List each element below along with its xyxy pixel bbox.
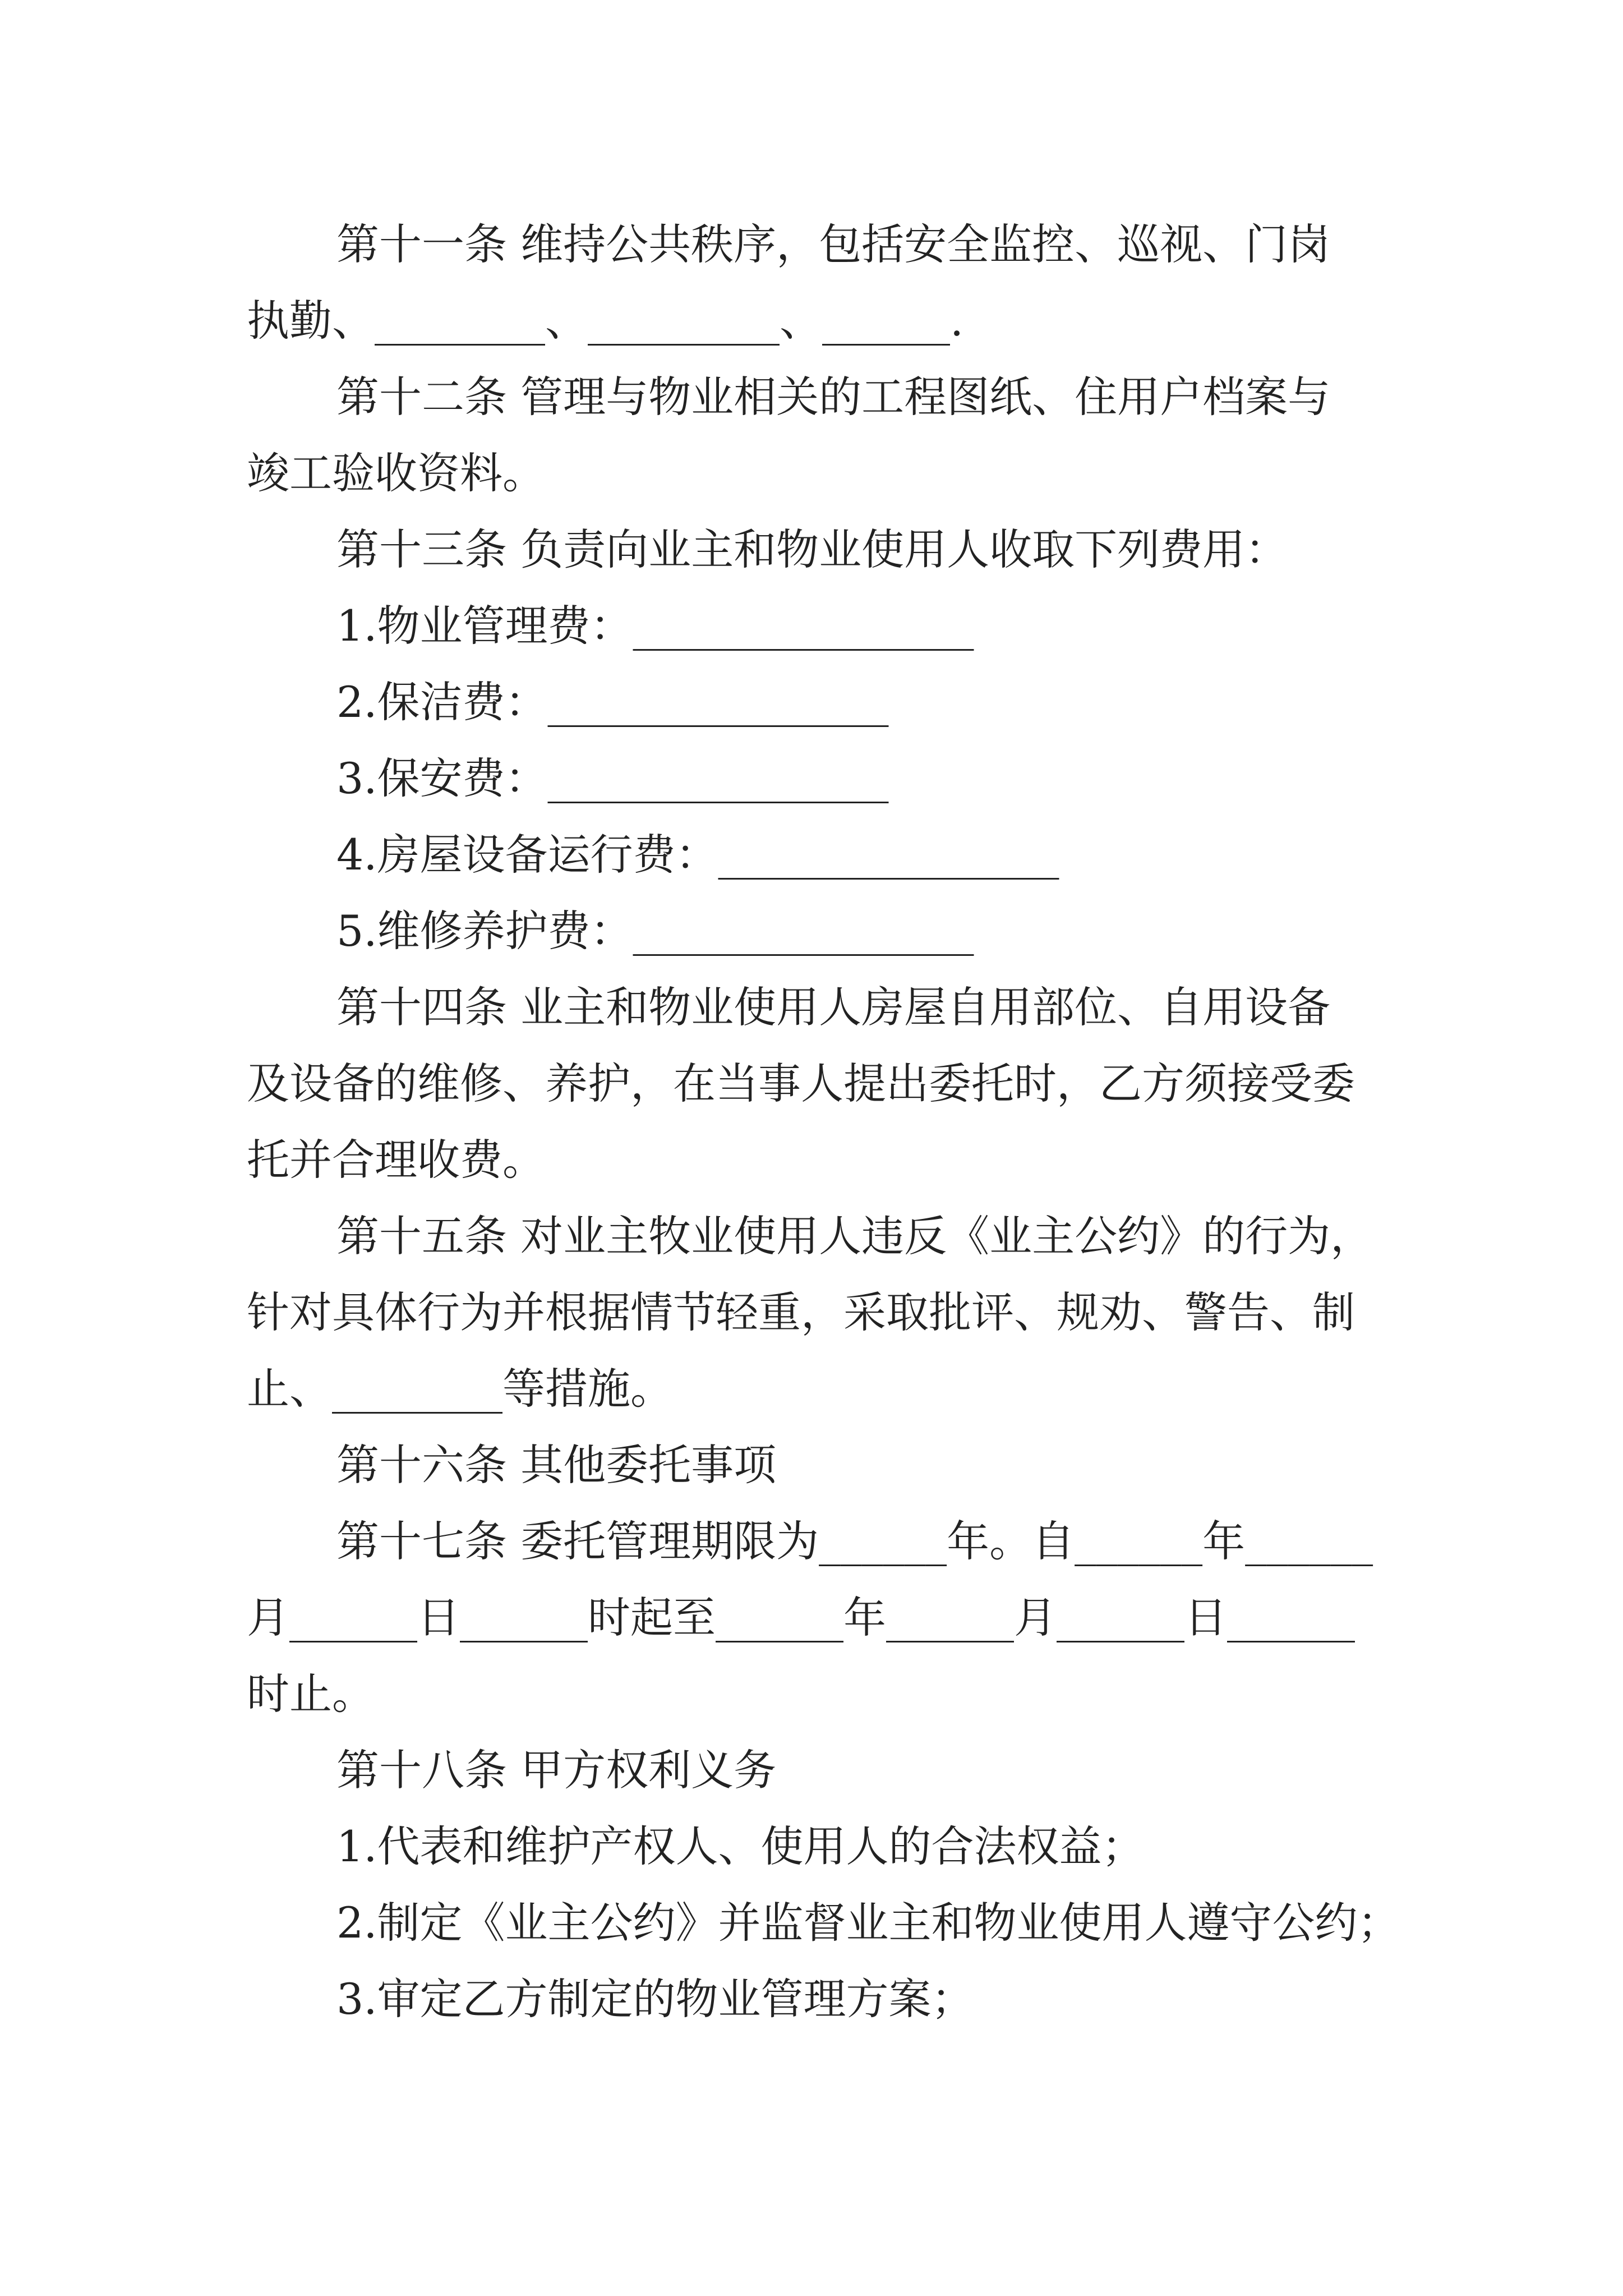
article-15-line-1: 第十五条 对业主牧业使用人违反《业主公约》的行为， [336, 1211, 1373, 1261]
article-11-line-1: 第十一条 维持公共秩序，包括安全监控、巡视、门岗 [336, 219, 1331, 269]
fee-item-3: 3.保安费：________________ [336, 753, 889, 803]
article-17-line-3: 时止。 [247, 1669, 375, 1719]
article-17-line-2: 月______日______时起至______年______月______日______ [247, 1593, 1355, 1642]
duty-item-2: 2.制定《业主公约》并监督业主和物业使用人遵守公约； [336, 1898, 1400, 1948]
fee-item-4: 4.房屋设备运行费：________________ [336, 830, 1059, 880]
article-15-line-3: 止、________等措施。 [247, 1364, 673, 1414]
fee-item-1: 1.物业管理费：________________ [336, 601, 974, 651]
article-18-heading: 第十八条 甲方权利义务 [336, 1745, 777, 1795]
duty-item-3: 3.审定乙方制定的物业管理方案； [336, 1974, 974, 2024]
article-14-line-2: 及设备的维修、养护，在当事人提出委托时，乙方须接受委 [247, 1059, 1355, 1108]
article-17-line-1: 第十七条 委托管理期限为______年。自______年______ [336, 1516, 1373, 1566]
article-12-line-2: 竣工验收资料。 [247, 448, 545, 498]
fee-item-5: 5.维修养护费：________________ [336, 906, 974, 956]
article-14-line-1: 第十四条 业主和物业使用人房屋自用部位、自用设备 [336, 982, 1331, 1032]
article-11-line-2: 执勤、________、_________、______. [247, 296, 964, 346]
article-12-line-1: 第十二条 管理与物业相关的工程图纸、住用户档案与 [336, 372, 1331, 422]
article-16-line-1: 第十六条 其他委托事项 [336, 1440, 777, 1490]
duty-item-1: 1.代表和维护产权人、使用人的合法权益； [336, 1821, 1145, 1871]
article-13-line-1: 第十三条 负责向业主和物业使用人收取下列费用： [336, 524, 1288, 574]
article-15-line-2: 针对具体行为并根据情节轻重，采取批评、规劝、警告、制 [247, 1287, 1355, 1337]
fee-item-2: 2.保洁费：________________ [336, 677, 889, 727]
article-14-line-3: 托并合理收费。 [247, 1135, 545, 1185]
